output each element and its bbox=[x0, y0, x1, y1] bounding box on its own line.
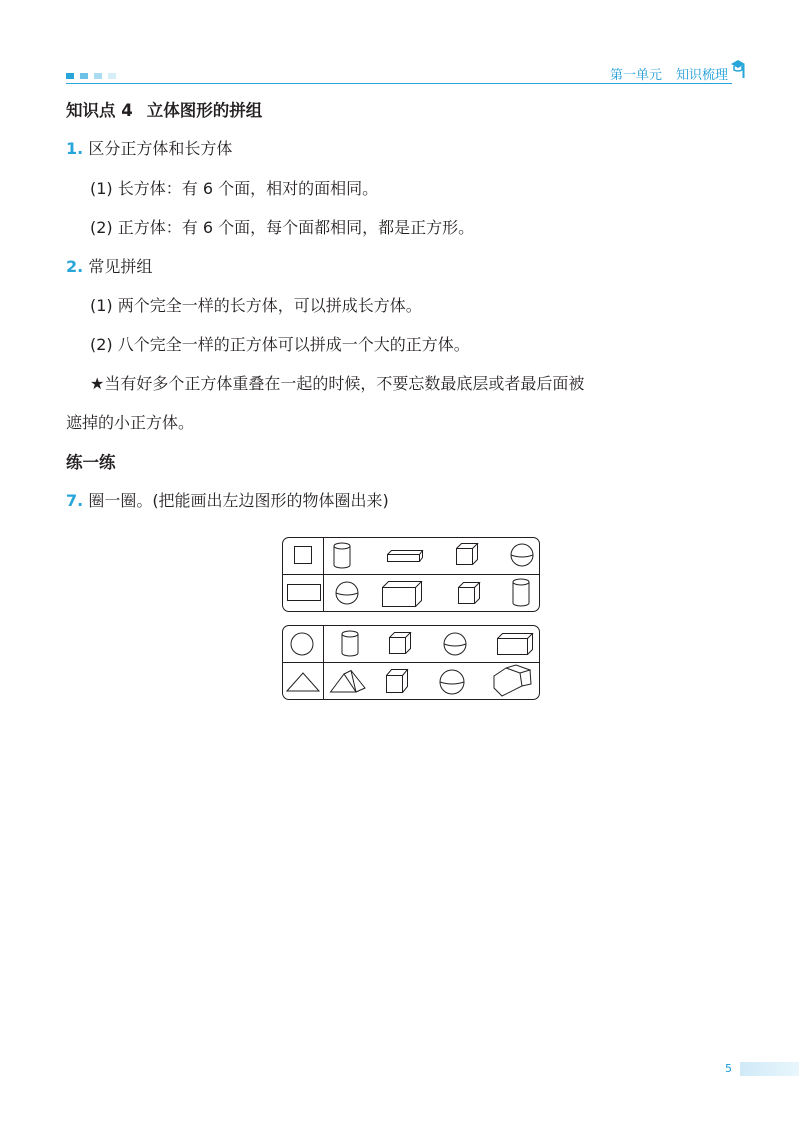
rectangle-shape bbox=[287, 584, 321, 602]
cube-object[interactable] bbox=[458, 582, 480, 604]
cylinder-object[interactable] bbox=[341, 630, 359, 658]
cuboid-object[interactable] bbox=[497, 633, 533, 655]
graduation-cap-icon bbox=[731, 58, 745, 80]
item-1-line-2: (2) 正方体：有 6 个面，每个面都相同，都是正方形。 bbox=[90, 218, 475, 237]
circle-shape bbox=[290, 632, 314, 656]
knowledge-title bbox=[66, 97, 262, 121]
cube-object[interactable] bbox=[456, 543, 478, 565]
item-number: 1. bbox=[66, 139, 84, 158]
item-1-heading bbox=[66, 136, 232, 159]
knowledge-title-number: 知识点 4 bbox=[66, 101, 133, 120]
item-1-line-1: (1) 长方体：有 6 个面，相对的面相同。 bbox=[90, 179, 379, 198]
item-number: 2. bbox=[66, 257, 84, 276]
header-unit: 第一单元 bbox=[610, 68, 663, 83]
cube-object[interactable] bbox=[386, 669, 408, 693]
header-marker-4 bbox=[108, 73, 116, 79]
cube-object[interactable] bbox=[389, 632, 411, 654]
sphere-object[interactable] bbox=[443, 632, 467, 656]
item-2-heading bbox=[66, 254, 152, 277]
header-marker-3 bbox=[94, 73, 102, 79]
tip-line-2: 遮掉的小正方体。 bbox=[66, 413, 195, 432]
item-heading-text: 区分正方体和长方体 bbox=[88, 139, 233, 158]
page-number: 5 bbox=[725, 1062, 732, 1075]
triangular-prism-object[interactable] bbox=[330, 670, 366, 694]
item-2-line-1: (1) 两个完全一样的长方体，可以拼成长方体。 bbox=[90, 296, 422, 315]
sphere-object[interactable] bbox=[335, 581, 359, 605]
pentagonal-prism-object[interactable] bbox=[492, 664, 532, 698]
header-marker-1 bbox=[66, 73, 74, 79]
practice-title: 练一练 bbox=[66, 453, 116, 472]
shape-table-1 bbox=[282, 537, 540, 612]
knowledge-title-topic: 立体图形的拼组 bbox=[146, 101, 263, 120]
sphere-object[interactable] bbox=[510, 543, 534, 567]
header-marker-2 bbox=[80, 73, 88, 79]
page-number-bar bbox=[740, 1062, 799, 1076]
cylinder-object[interactable] bbox=[512, 578, 530, 608]
square-shape bbox=[294, 546, 312, 564]
shape-table-2 bbox=[282, 625, 540, 700]
question-number: 7. bbox=[66, 491, 84, 510]
question-text: 圈一圈。(把能画出左边图形的物体圈出来) bbox=[88, 491, 389, 510]
question-7 bbox=[66, 488, 389, 511]
flat-cuboid-object[interactable] bbox=[387, 550, 423, 562]
item-heading-text: 常见拼组 bbox=[88, 257, 153, 276]
header-section: 知识梳理 bbox=[676, 68, 729, 83]
header-rule bbox=[66, 83, 732, 84]
tip-line-1: ★当有好多个正方体重叠在一起的时候，不要忘数最底层或者最后面被 bbox=[90, 374, 585, 393]
triangle-shape bbox=[286, 672, 320, 692]
cylinder-object[interactable] bbox=[333, 542, 351, 570]
cuboid-object[interactable] bbox=[382, 581, 422, 607]
sphere-object[interactable] bbox=[439, 669, 465, 695]
item-2-line-2: (2) 八个完全一样的正方体可以拼成一个大的正方体。 bbox=[90, 335, 470, 354]
